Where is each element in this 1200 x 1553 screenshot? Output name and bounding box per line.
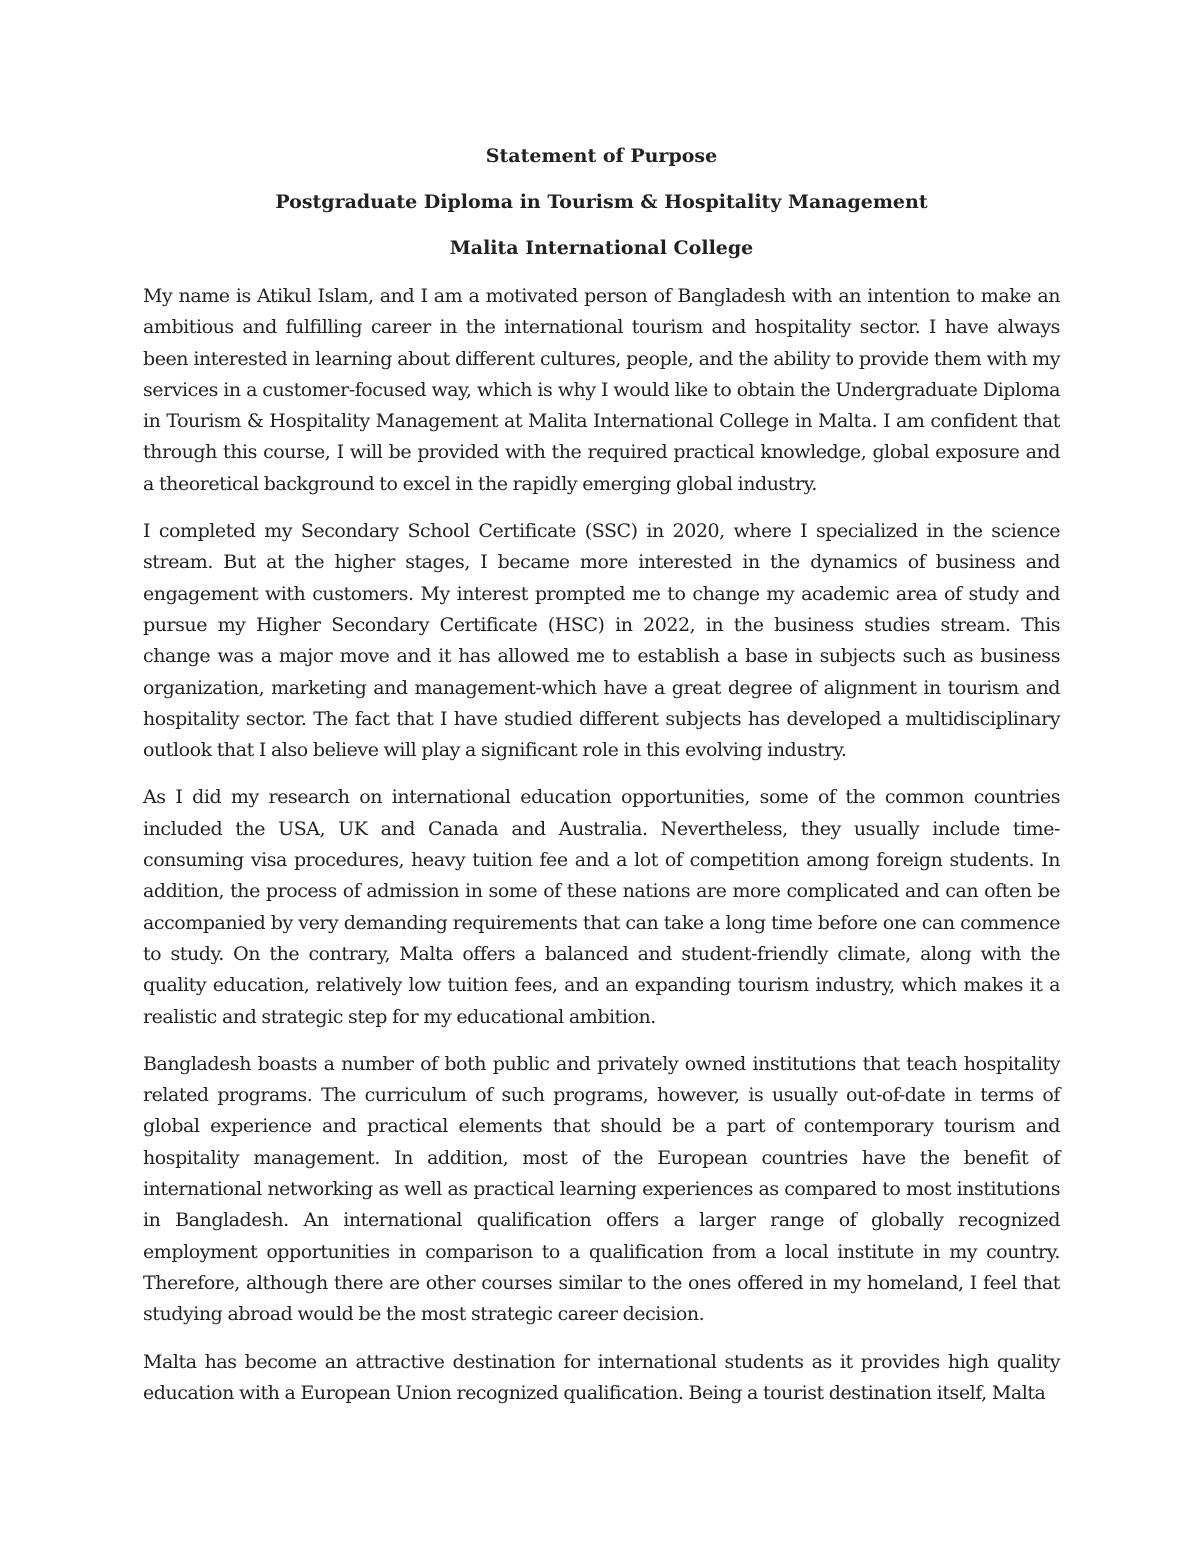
program-title: Postgraduate Diploma in Tourism & Hospitality Management [275,191,928,213]
paragraph-introduction: My name is Atikul Islam, and I am a motivated person of Bangladesh with an intention to make an ambitious and fulfilling career in the international tourism and hospitality sector. I have always been interested in learning about different cultures, people, and the ability to provide them with my services in a customer-focused way, which is why I would like to obtain the Undergraduate Diploma in Tourism & Hospitality Management at Malita International College in Malta. I am confident that through this course, I will be provided with the required practical knowledge, global exposure and a theoretical background to excel in the rapidly emerging global industry. [143,285,1060,495]
paragraph-country-choice: As I did my research on international education opportunities, some of the common countries included the USA, UK and Canada and Australia. Nevertheless, they usually include time-consuming visa procedures, heavy tuition fee and a lot of competition among foreign students. In addition, the process of admission in some of these nations are more complicated and can often be accompanied by very demanding requirements that can take a long time before one can commence to study. On the contrary, Malta offers a balanced and student-friendly climate, along with the quality education, relatively low tuition fees, and an expanding tourism industry, which makes it a realistic and strategic step for my educational ambition. [143,786,1060,1028]
paragraph-academic-background: I completed my Secondary School Certificate (SSC) in 2020, where I specialized in the science stream. But at the higher stages, I became more interested in the dynamics of business and engagement with customers. My interest prompted me to change my academic area of study and pursue my Higher Secondary Certificate (HSC) in 2022, in the business studies stream. This change was a major move and it has allowed me to establish a base in subjects such as business organization, marketing and management-which have a great degree of alignment in tourism and hospitality sector. The fact that I have studied different subjects has developed a multidisciplinary outlook that I also believe will play a significant role in this evolving industry. [143,520,1060,762]
paragraph-why-malta: Malta has become an attractive destination for international students as it provides high quality education with a European Union recognized qualification. Being a tourist destination itself, Malta [143,1350,1060,1404]
institution-name: Malita International College [449,237,754,259]
paragraph-study-abroad-reason: Bangladesh boasts a number of both public and privately owned institutions that teach hospitality related programs. The curriculum of such programs, however, is usually out-of-date in terms of global experience and practical elements that should be a part of contemporary tourism and hospitality management. In addition, most of the European countries have the benefit of international networking as well as practical learning experiences as compared to most institutions in Bangladesh. An international qualification offers a larger range of globally recognized employment opportunities in comparison to a qualification from a local institute in my country. Therefore, although there are other courses similar to the ones offered in my homeland, I feel that studying abroad would be the most strategic career decision. [143,1052,1060,1326]
document-title: Statement of Purpose [485,145,718,167]
